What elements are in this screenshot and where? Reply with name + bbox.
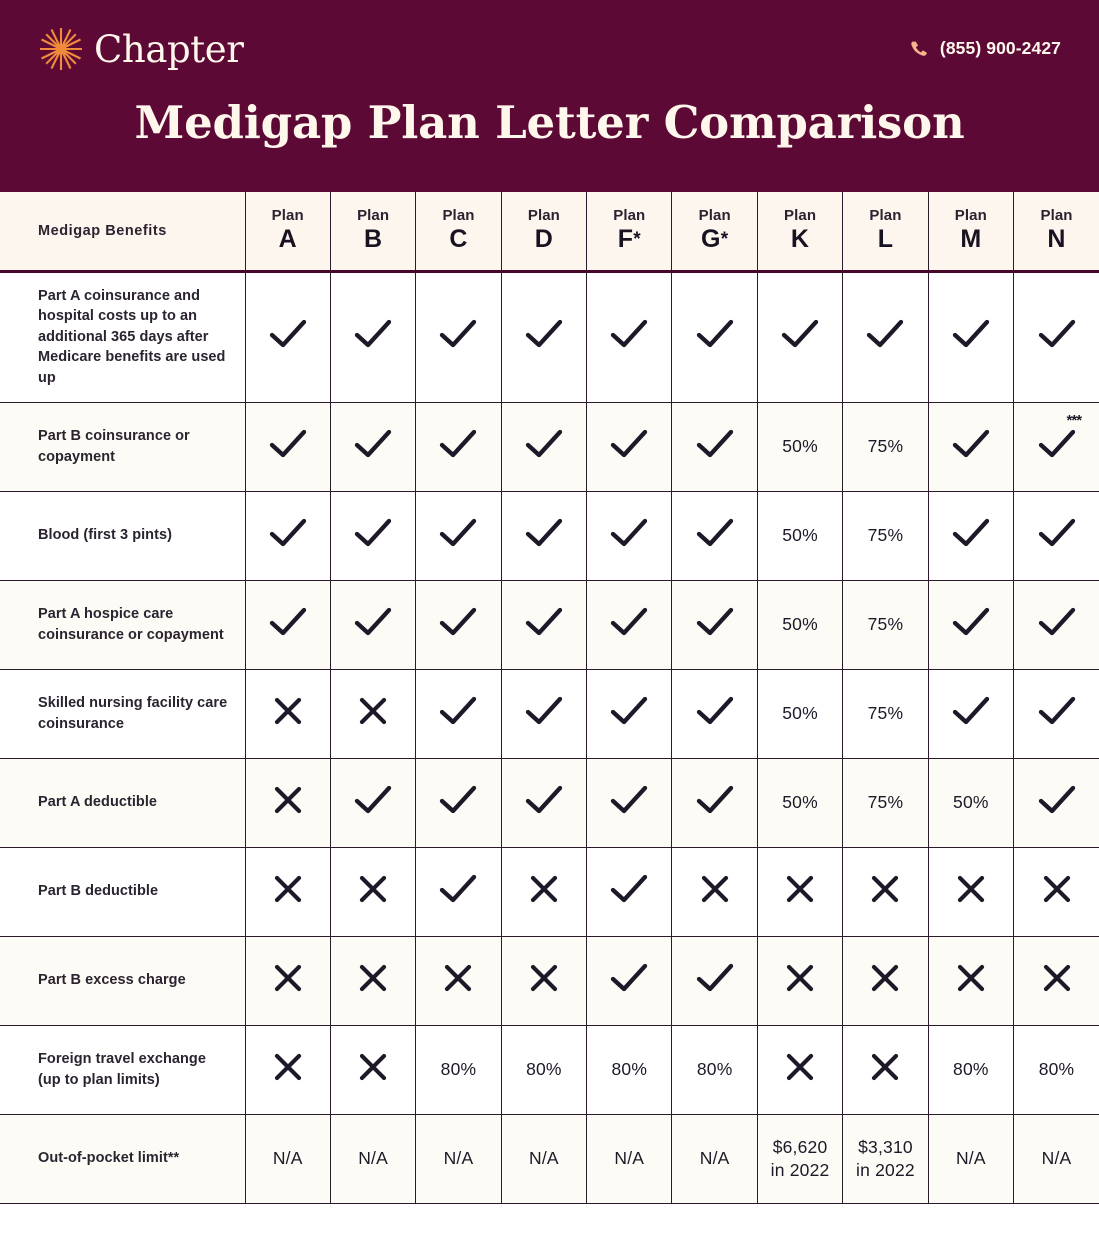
plan-letter-label: A [278, 225, 297, 254]
cell-l-value [843, 758, 928, 847]
check-icon [609, 428, 649, 460]
cell-m-value [928, 1114, 1013, 1203]
cell-n-check [1014, 402, 1099, 491]
column-header-plan-f [587, 192, 672, 271]
cell-value-line: 80% [953, 1059, 989, 1080]
check-icon [1037, 606, 1077, 638]
cell-f-check [587, 936, 672, 1025]
cell-m-check [928, 402, 1013, 491]
cell-value-line: in 2022 [856, 1159, 915, 1180]
cell-g-check [672, 580, 757, 669]
cell-f-check [587, 491, 672, 580]
cell-a-check [245, 491, 330, 580]
cell-l-cross [843, 847, 928, 936]
benefit-label: Blood (first 3 pints) [0, 491, 245, 580]
cell-value-line: N/A [443, 1148, 474, 1169]
cell-a-check [245, 580, 330, 669]
cross-icon [357, 873, 389, 905]
cross-icon [869, 1051, 901, 1083]
cell-d-check [501, 402, 586, 491]
plan-word-label: Plan [869, 207, 902, 225]
cell-m-cross [928, 847, 1013, 936]
cell-c-value [416, 1025, 501, 1114]
benefit-label: Part A coinsurance and hospital costs up to an additional 365 days after Medicare benefits are used up [0, 271, 245, 402]
cell-value-line: 75% [867, 614, 904, 635]
cross-icon [272, 695, 304, 727]
cell-value-line: 75% [867, 703, 904, 724]
cell-f-value [587, 1025, 672, 1114]
cell-g-check [672, 936, 757, 1025]
plan-letter-label: D [534, 225, 554, 254]
plan-word-label: Plan [1040, 207, 1073, 225]
table-row [0, 402, 1099, 491]
table-row [0, 271, 1099, 402]
check-icon [951, 517, 991, 549]
check-icon [695, 428, 735, 460]
benefit-label: Part A hospice care coinsurance or copayment [0, 580, 245, 669]
cell-k-value [757, 402, 842, 491]
cell-d-check [501, 669, 586, 758]
cell-l-cross [843, 936, 928, 1025]
cross-icon [1041, 962, 1073, 994]
check-icon [524, 318, 564, 350]
cell-f-check [587, 847, 672, 936]
cell-g-value [672, 1025, 757, 1114]
cell-l-check [843, 271, 928, 402]
cell-n-cross [1014, 847, 1099, 936]
table-row [0, 1025, 1099, 1114]
cell-b-check [330, 580, 415, 669]
cross-icon [272, 873, 304, 905]
phone-icon [909, 39, 929, 59]
check-icon [524, 428, 564, 460]
check-icon [695, 318, 735, 350]
check-icon [695, 517, 735, 549]
plan-word-label: Plan [954, 207, 987, 225]
check-icon [524, 606, 564, 638]
check-icon [524, 517, 564, 549]
plan-letter-label: B [363, 225, 383, 254]
table-header-row [0, 192, 1099, 271]
cell-value-line: 80% [611, 1059, 648, 1080]
cell-d-cross [501, 936, 586, 1025]
check-icon [951, 428, 991, 460]
check-icon [951, 318, 991, 350]
cell-l-value [843, 402, 928, 491]
plan-letter-label: N [1047, 225, 1066, 254]
cell-value-line: in 2022 [770, 1159, 830, 1180]
check-icon [865, 318, 905, 350]
cell-c-check [416, 847, 501, 936]
check-icon [353, 606, 393, 638]
table-row [0, 758, 1099, 847]
check-icon [1037, 318, 1077, 350]
cell-f-value [587, 1114, 672, 1203]
cell-l-value [843, 491, 928, 580]
cell-k-value [757, 491, 842, 580]
benefit-label: Part A deductible [0, 758, 245, 847]
cell-value-line: 75% [867, 792, 904, 813]
plan-letter-label: G* [701, 225, 729, 254]
cell-g-value [672, 1114, 757, 1203]
benefit-label: Part B coinsurance or copayment [0, 402, 245, 491]
check-icon [268, 517, 308, 549]
check-icon [353, 318, 393, 350]
cell-c-check [416, 669, 501, 758]
plan-letter-label: K [790, 225, 810, 254]
column-header-plan-k [757, 192, 842, 271]
cell-value-line: 75% [867, 436, 904, 457]
cell-value-line: 80% [526, 1059, 562, 1080]
check-icon [780, 318, 820, 350]
cross-icon [869, 962, 901, 994]
cross-icon [955, 873, 987, 905]
cell-c-check [416, 758, 501, 847]
cell-value-line: 50% [782, 792, 818, 813]
cell-m-value [928, 758, 1013, 847]
starburst-icon [38, 26, 84, 72]
cell-d-check [501, 271, 586, 402]
cell-value-line: N/A [358, 1148, 388, 1169]
cell-c-cross [416, 936, 501, 1025]
cell-g-check [672, 491, 757, 580]
check-icon [695, 784, 735, 816]
cell-value-line: 50% [953, 792, 989, 813]
check-icon [438, 873, 478, 905]
plan-word-label: Plan [271, 207, 304, 225]
check-icon [438, 517, 478, 549]
check-icon [268, 428, 308, 460]
check-icon [695, 695, 735, 727]
cell-c-check [416, 491, 501, 580]
check-icon [1037, 695, 1077, 727]
check-icon [438, 606, 478, 638]
cell-n-check [1014, 758, 1099, 847]
cell-g-check [672, 402, 757, 491]
cell-k-check [757, 271, 842, 402]
medigap-comparison-table [0, 192, 1099, 1204]
table-row [0, 847, 1099, 936]
column-header-plan-d [501, 192, 586, 271]
cell-value-line: $3,310 [858, 1136, 913, 1157]
check-icon [609, 318, 649, 350]
cell-d-value [501, 1025, 586, 1114]
cell-value-line: N/A [1041, 1148, 1072, 1169]
cell-n-check [1014, 580, 1099, 669]
cell-a-check [245, 402, 330, 491]
check-icon [438, 695, 478, 727]
cell-b-cross [330, 936, 415, 1025]
cell-value-line: 80% [1038, 1059, 1075, 1080]
cell-value-line: 50% [782, 525, 818, 546]
cell-b-check [330, 402, 415, 491]
cell-a-cross [245, 936, 330, 1025]
cell-k-cross [757, 1025, 842, 1114]
cell-d-cross [501, 847, 586, 936]
cell-n-cross [1014, 936, 1099, 1025]
check-icon [609, 784, 649, 816]
check-icon [438, 784, 478, 816]
cell-l-value [843, 580, 928, 669]
benefit-label: Part B deductible [0, 847, 245, 936]
cell-value-line: 75% [867, 525, 904, 546]
table-row [0, 936, 1099, 1025]
cell-value-line: 80% [696, 1059, 733, 1080]
cell-n-value [1014, 1025, 1099, 1114]
check-icon [1037, 411, 1082, 460]
cell-m-check [928, 669, 1013, 758]
cell-a-value [245, 1114, 330, 1203]
cell-b-check [330, 758, 415, 847]
cell-b-cross [330, 847, 415, 936]
cell-g-check [672, 271, 757, 402]
cell-g-check [672, 669, 757, 758]
cross-icon [442, 962, 474, 994]
check-icon [353, 784, 393, 816]
check-icon [438, 428, 478, 460]
plan-word-label: Plan [527, 207, 560, 225]
brand-logo[interactable] [38, 26, 244, 72]
cell-value-line: N/A [614, 1148, 645, 1169]
cell-m-check [928, 491, 1013, 580]
cell-value-line: N/A [955, 1148, 986, 1169]
cell-b-check [330, 491, 415, 580]
cell-value-line: 50% [782, 436, 818, 457]
cell-f-check [587, 402, 672, 491]
cell-a-check [245, 271, 330, 402]
cell-value-line: N/A [699, 1148, 730, 1169]
check-icon [1037, 517, 1077, 549]
page-title: Medigap Plan Letter Comparison [134, 96, 965, 149]
cell-a-cross [245, 1025, 330, 1114]
cell-value-line: N/A [272, 1148, 303, 1169]
cell-l-value [843, 1114, 928, 1203]
cell-f-check [587, 271, 672, 402]
cell-value-line: N/A [528, 1148, 559, 1169]
check-icon [524, 695, 564, 727]
benefit-label: Skilled nursing facility care coinsurance [0, 669, 245, 758]
cell-c-check [416, 580, 501, 669]
check-icon [268, 606, 308, 638]
column-header-plan-l [843, 192, 928, 271]
cell-m-cross [928, 936, 1013, 1025]
page-header [0, 0, 1099, 192]
column-header-plan-c [416, 192, 501, 271]
cell-b-value [330, 1114, 415, 1203]
check-icon [695, 606, 735, 638]
cross-icon [699, 873, 731, 905]
column-header-plan-n [1014, 192, 1099, 271]
cell-m-check [928, 271, 1013, 402]
table-head [0, 192, 1099, 271]
benefit-label: Out-of-pocket limit** [0, 1114, 245, 1203]
check-icon [609, 517, 649, 549]
footnote-asterisks: *** [1066, 411, 1082, 429]
cell-b-cross [330, 1025, 415, 1114]
cell-k-cross [757, 936, 842, 1025]
cross-icon [1041, 873, 1073, 905]
cell-n-value [1014, 1114, 1099, 1203]
cell-value-line: $6,620 [772, 1136, 828, 1157]
cross-icon [869, 873, 901, 905]
cross-icon [357, 1051, 389, 1083]
table-row [0, 669, 1099, 758]
plan-word-label: Plan [613, 207, 646, 225]
cell-a-cross [245, 669, 330, 758]
plan-letter-label: F* [617, 225, 641, 254]
cell-d-check [501, 580, 586, 669]
check-icon [609, 962, 649, 994]
cross-icon [272, 1051, 304, 1083]
column-header-plan-g [672, 192, 757, 271]
cell-m-value [928, 1025, 1013, 1114]
check-icon [268, 318, 308, 350]
check-icon [951, 606, 991, 638]
table-row [0, 1114, 1099, 1203]
plan-letter-label: M [960, 225, 982, 254]
check-icon [609, 606, 649, 638]
cell-m-check [928, 580, 1013, 669]
cross-icon [784, 962, 816, 994]
check-icon [438, 318, 478, 350]
cell-g-cross [672, 847, 757, 936]
phone-contact[interactable] [909, 38, 1061, 59]
cell-k-cross [757, 847, 842, 936]
check-icon [353, 517, 393, 549]
cell-d-value [501, 1114, 586, 1203]
check-icon [695, 962, 735, 994]
cell-k-value [757, 669, 842, 758]
cell-f-check [587, 758, 672, 847]
column-header-benefits: Medigap Benefits [0, 192, 245, 271]
table-row [0, 580, 1099, 669]
check-icon [524, 784, 564, 816]
plan-word-label: Plan [442, 207, 475, 225]
cell-f-check [587, 669, 672, 758]
cell-l-cross [843, 1025, 928, 1114]
cell-d-check [501, 491, 586, 580]
cell-d-check [501, 758, 586, 847]
column-header-plan-m [928, 192, 1013, 271]
cell-b-cross [330, 669, 415, 758]
benefit-label: Foreign travel exchange (up to plan limits) [0, 1025, 245, 1114]
plan-word-label: Plan [357, 207, 390, 225]
plan-word-label: Plan [784, 207, 817, 225]
cross-icon [784, 873, 816, 905]
cell-n-check [1014, 271, 1099, 402]
plan-letter-label: C [449, 225, 468, 254]
table-body [0, 271, 1099, 1203]
column-header-plan-a [245, 192, 330, 271]
cell-b-check [330, 271, 415, 402]
cell-n-check [1014, 491, 1099, 580]
cell-g-check [672, 758, 757, 847]
cell-value-line: 50% [782, 614, 818, 635]
cell-k-value [757, 1114, 842, 1203]
cell-k-value [757, 580, 842, 669]
plan-letter-label: L [877, 225, 894, 254]
cross-icon [357, 695, 389, 727]
cell-value-line: 50% [782, 703, 818, 724]
benefit-label: Part B excess charge [0, 936, 245, 1025]
cell-l-value [843, 669, 928, 758]
cell-a-cross [245, 758, 330, 847]
column-header-plan-b [330, 192, 415, 271]
table-row [0, 491, 1099, 580]
check-icon [353, 428, 393, 460]
cell-c-check [416, 271, 501, 402]
check-icon [951, 695, 991, 727]
cell-a-cross [245, 847, 330, 936]
cell-k-value [757, 758, 842, 847]
cell-value-line: 80% [440, 1059, 477, 1080]
check-icon [1037, 784, 1077, 816]
cell-c-value [416, 1114, 501, 1203]
brand-name: Chapter [94, 27, 244, 71]
phone-number: (855) 900-2427 [939, 38, 1061, 58]
cross-icon [784, 1051, 816, 1083]
cross-icon [528, 873, 560, 905]
cell-f-check [587, 580, 672, 669]
plan-word-label: Plan [698, 207, 731, 225]
cross-icon [955, 962, 987, 994]
check-icon [609, 873, 649, 905]
check-icon [609, 695, 649, 727]
cross-icon [528, 962, 560, 994]
cross-icon [272, 784, 304, 816]
cross-icon [357, 962, 389, 994]
cell-n-check [1014, 669, 1099, 758]
cell-c-check [416, 402, 501, 491]
cross-icon [272, 962, 304, 994]
